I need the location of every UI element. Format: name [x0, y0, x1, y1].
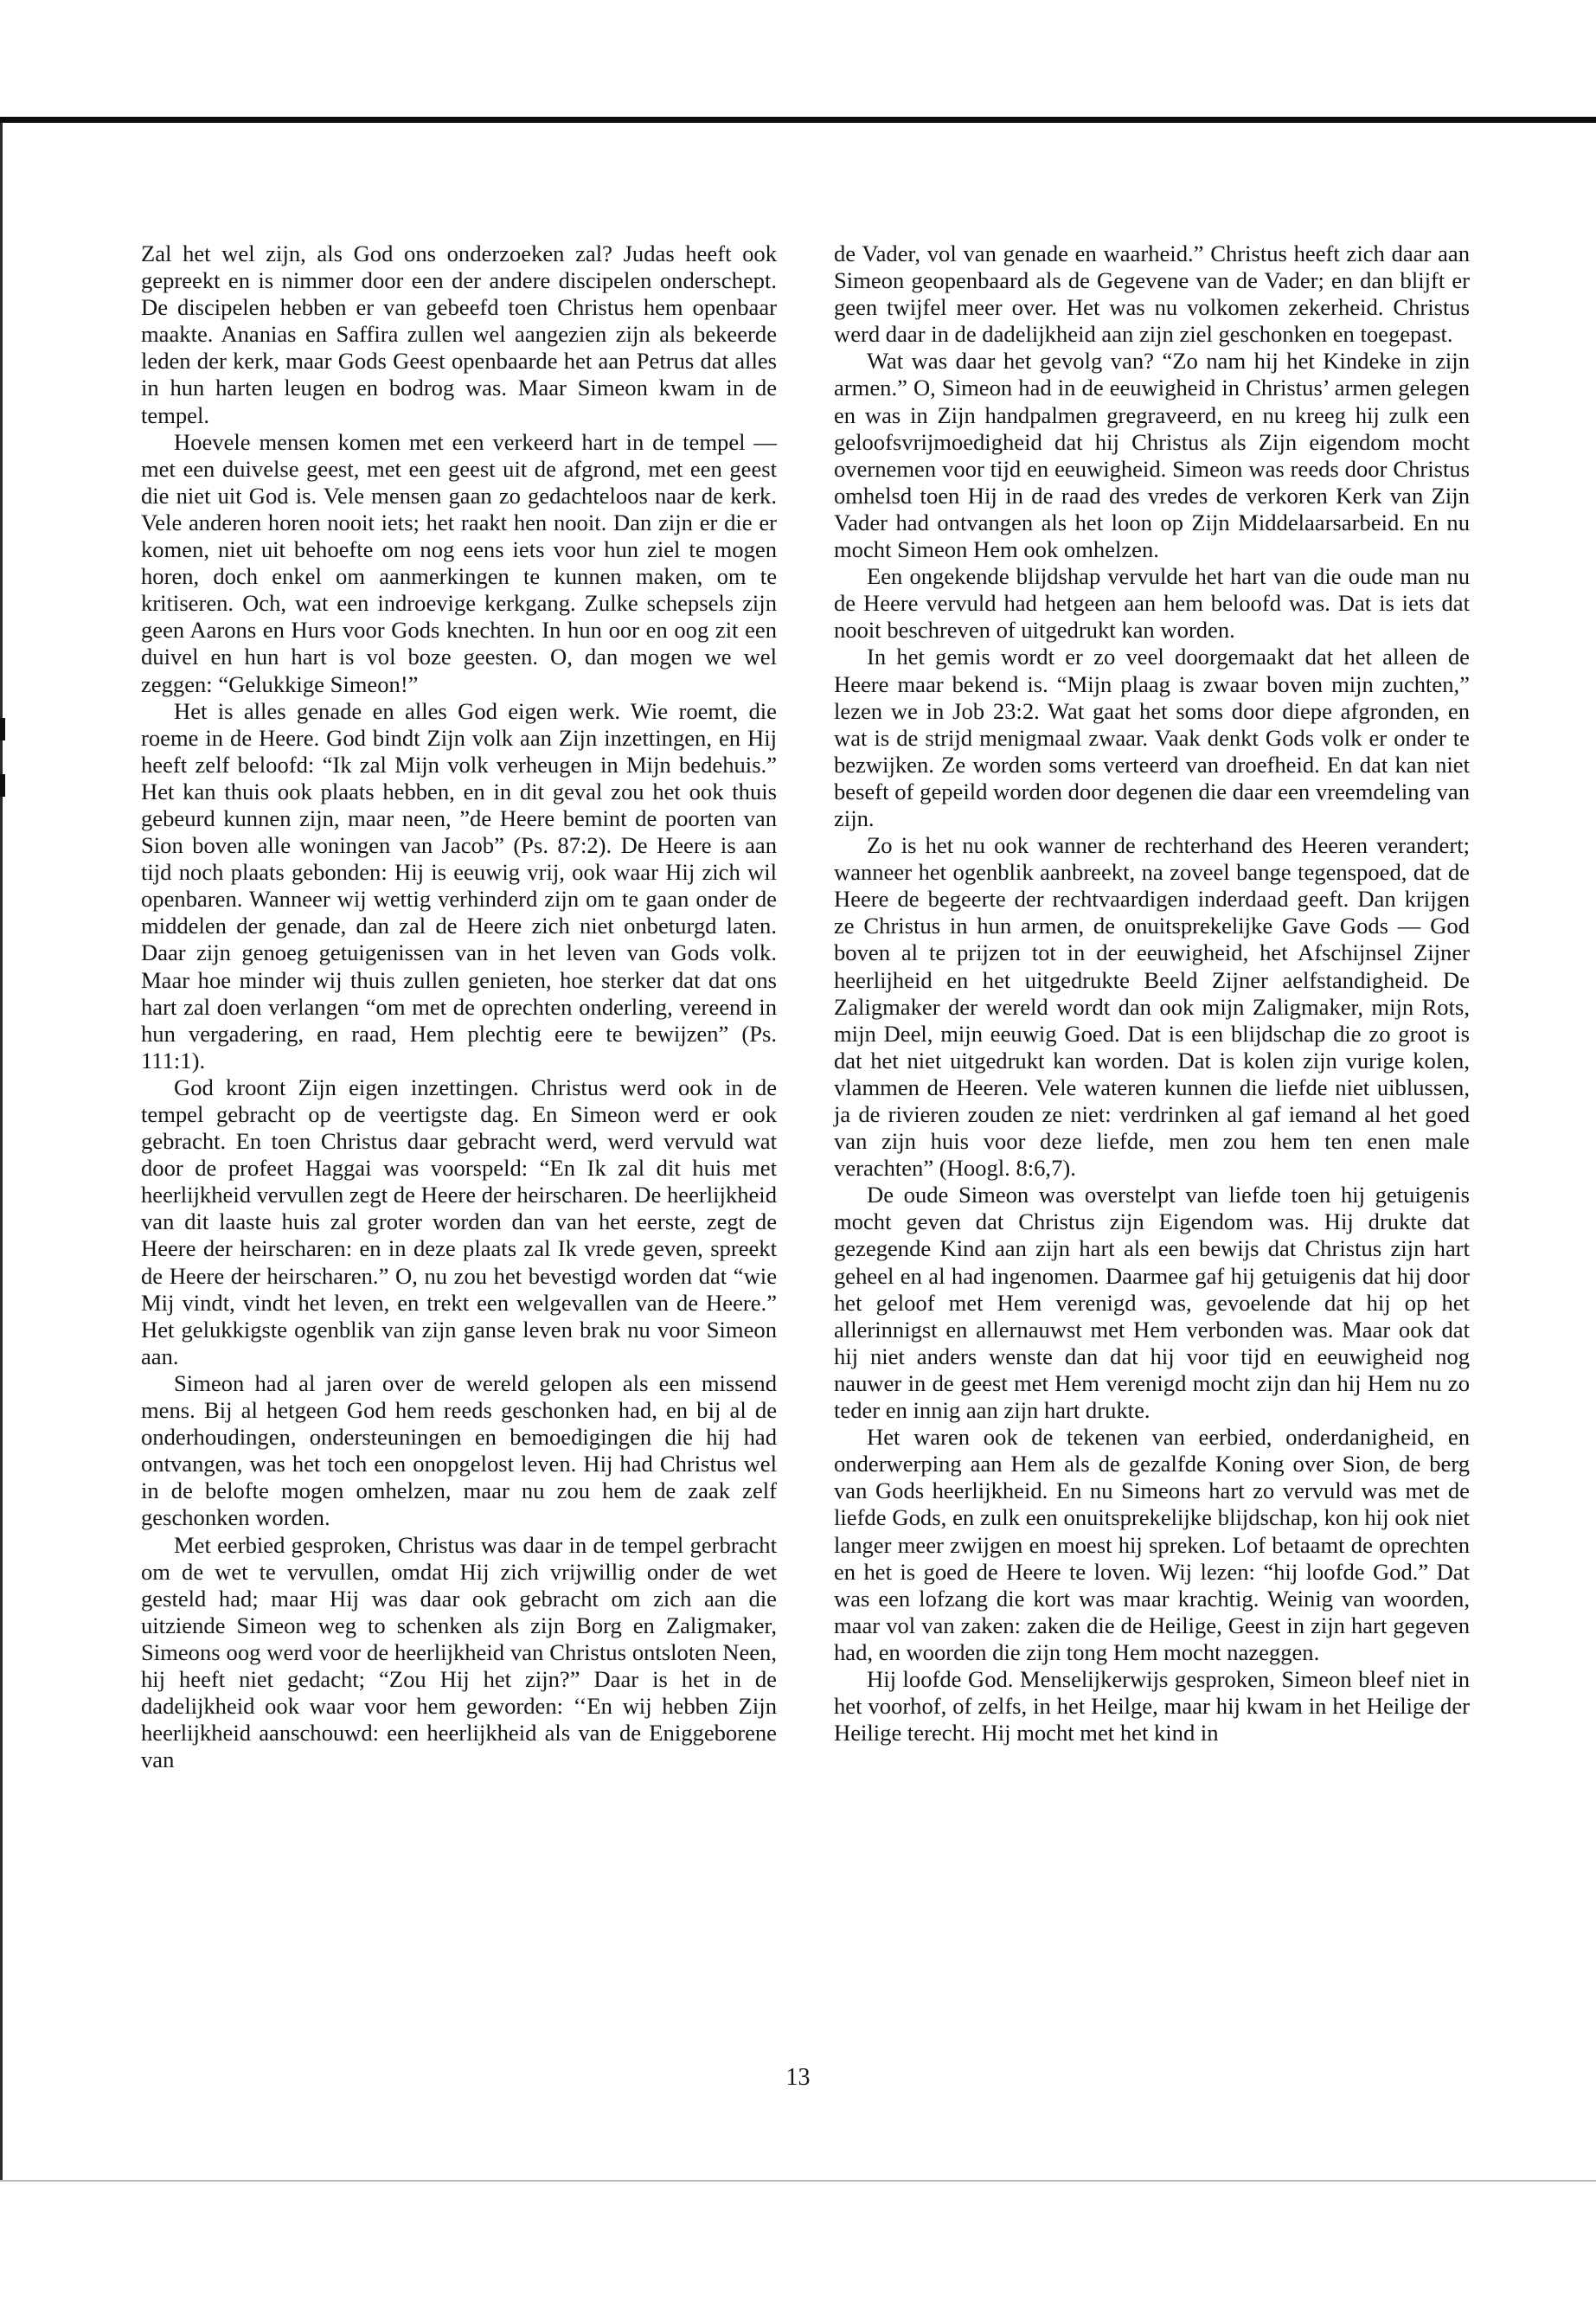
top-scan-border	[0, 117, 1596, 123]
paragraph: de Vader, vol van genade en waarheid.” Christus heeft zich daar aan Simeon geopenbaard als de Gegevene van de Vader; en dan blijft er geen twijfel meer over. Het was nu volkomen zekerheid. Christus werd daar in de dadelijkheid aan zijn ziel geschonken en toegepast.	[834, 240, 1470, 348]
paragraph: God kroont Zijn eigen inzettingen. Christus werd ook in de tempel gebracht op de veertigste dag. En Simeon werd er ook gebracht. En toen Christus daar gebracht werd, werd vervuld wat door de profeet Haggai was voorspeld: “En Ik zal dit huis met heerlijkheid vervullen zegt de Heere der heirscharen. De heerlijkheid van dit laaste huis zal groter worden dan van het eerste, zegt de Heere der heirscharen: en in deze plaats zal Ik vrede geven, spreekt de Heere der heirscharen.” O, nu zou het bevestigd worden dat “wie Mij vindt, vindt het leven, en trekt een welgevallen van de Heere.” Het gelukkigste ogenblik van zijn ganse leven brak nu voor Simeon aan.	[141, 1074, 777, 1369]
right-column	[834, 240, 1470, 1747]
paragraph: Wat was daar het gevolg van? “Zo nam hij het Kindeke in zijn armen.” O, Simeon had in de eeuwigheid in Christus’ armen gelegen en was in Zijn handpalmen gregraveerd, en nu kreeg hij zulk een geloofsvrijmoedigheid dat hij Christus als Zijn eigendom mocht overnemen voor tijd en eeuwigheid. Simeon was reeds door Christus omhelsd toen Hij in de raad des vredes de verkoren Kerk van Zijn Vader had ontvangen als het loon op Zijn Middelaarsarbeid. En nu mocht Simeon Hem ook omhelzen.	[834, 348, 1470, 563]
paragraph: In het gemis wordt er zo veel doorgemaakt dat het alleen de Heere maar bekend is. “Mijn plaag is zwaar boven mijn zuchten,” lezen we in Job 23:2. Wat gaat het soms door diepe afgronden, en wat is de strijd menigmaal zwaar. Vaak denkt Gods volk er onder te bezwijken. Ze worden soms verteerd van droefheid. En dat kan niet beseft of gepeild worden door degenen die daar een vreemdeling van zijn.	[834, 644, 1470, 831]
paragraph: Een ongekende blijdshap vervulde het hart van die oude man nu de Heere vervuld had hetgeen aan hem beloofd was. Dat is iets dat nooit beschreven of uitgedrukt kan worden.	[834, 563, 1470, 644]
left-scan-edge	[0, 123, 3, 2182]
paragraph: Hoevele mensen komen met een verkeerd hart in de tempel — met een duivelse geest, met een geest uit de afgrond, met een geest die niet uit God is. Vele mensen gaan zo gedachteloos naar de kerk. Vele anderen horen nooit iets; het raakt hen nooit. Dan zijn er die er komen, niet uit behoefte om nog eens iets voor hun ziel te mogen horen, doch enkel om aanmerkingen te kunnen maken, om te kritiseren. Och, wat een indroevige kerkgang. Zulke schepsels zijn geen Aarons en Hurs voor Gods knechten. In hun oor en oog zit een duivel en hun hart is vol boze geesten. O, dan mogen we wel zeggen: “Gelukkige Simeon!”	[141, 428, 777, 697]
bottom-scan-border	[0, 2180, 1596, 2182]
left-edge-mark	[0, 718, 5, 740]
left-edge-mark	[0, 774, 5, 797]
paragraph: Het waren ook de tekenen van eerbied, onderdanigheid, en onderwerping aan Hem als de gezalfde Koning over Sion, de berg van Gods heerlijkheid. En nu Simeons hart zo vervuld was met de liefde Gods, en zulk een onuitsprekelijke blijdschap, kon hij ook niet langer meer zwijgen en moest hij spreken. Lof betaamt de oprechten en het is goed de Heere te loven. Wij lezen: “hij loofde God.” Dat was een lofzang die kort was maar krachtig. Weinig van woorden, maar vol van zaken: zaken die de Heilige, Geest in zijn hart gegeven had, en woorden die zijn tong Hem mocht nazeggen.	[834, 1424, 1470, 1665]
paragraph: De oude Simeon was overstelpt van liefde toen hij getuigenis mocht geven dat Christus zijn Eigendom was. Hij drukte dat gezegende Kind aan zijn hart als een bewijs dat Christus zijn hart geheel en al had ingenomen. Daarmee gaf hij getuigenis dat hij door het geloof met Hem verenigd was, gevoelende dat hij op het allerinnigst en allernauwst met Hem verbonden was. Maar ook dat hij niet anders wenste dan dat hij voor tijd en eeuwigheid nog nauwer in de geest met Hem verenigd mocht zijn dan hij Hem nu zo teder en innig aan zijn hart drukte.	[834, 1182, 1470, 1424]
paragraph: Met eerbied gesproken, Christus was daar in de tempel gerbracht om de wet te vervullen, omdat Hij zich vrijwillig onder de wet gesteld had; maar Hij was daar ook gebracht om zich aan die uitziende Simeon weg to schenken als zijn Borg en Zaligmaker, Simeons oog werd voor de heerlijkheid van Christus ontsloten Neen, hij heeft niet gedacht; “Zou Hij het zijn?” Daar is het in de dadelijkheid ook waar voor hem geworden: ‘‘En wij hebben Zijn heerlijkheid aanschouwd: een heerlijkheid als van de Eniggeborene van	[141, 1531, 777, 1773]
paragraph: Het is alles genade en alles God eigen werk. Wie roemt, die roeme in de Heere. God bindt Zijn volk aan Zijn inzettingen, en Hij heeft zelf beloofd: “Ik zal Mijn volk verheugen in Mijn bedehuis.” Het kan thuis ook plaats hebben, en in dit geval zou het ook thuis gebeurd kunnen zijn, maar neen, ”de Heere bemint de poorten van Sion boven alle woningen van Jacob” (Ps. 87:2). De Heere is aan tijd noch plaats gebonden: Hij is eeuwig vrij, ook waar Hij zich wil openbaren. Wanneer wij wettig verhinderd zijn om te gaan onder de middelen der genade, dan zal de Heere zich niet onbeturgd laten. Daar zijn genoeg getuigenissen van in het leven van Gods volk. Maar hoe minder wij thuis zullen genieten, hoe sterker dat dat ons hart zal doen verlangen “om met de oprechten onderling, vereend in hun vergadering, en raad, Hem plechtig eere te bewijzen” (Ps. 111:1).	[141, 697, 777, 1074]
paragraph: Zo is het nu ook wanner de rechterhand des Heeren verandert; wanneer het ogenblik aanbreekt, na zoveel bange tegenspoed, dat de Heere de begeerte der rechtvaardigen inderdaad geeft. Dan krijgen ze Christus in hun armen, de onuitsprekelijke Gave Gods — God boven al te prijzen tot in der eeuwigheid, het Afschijnsel Zijner heerlijheid en het uitgedrukte Beeld Zijner aelfstandigheid. De Zaligmaker der wereld wordt dan ook mijn Zaligmaker, mijn Rots, mijn Deel, mijn eeuwig Goed. Dat is een blijdschap die zo groot is dat het niet uitgedrukt kan worden. Dat is kolen zijn vurige kolen, vlammen de Heeren. Vele wateren kunnen die liefde niet uiblussen, ja de rivieren zouden ze niet: verdrinken al gaf iemand al het goed van zijn huis voor deze liefde, men zou hem ten enen male verachten” (Hoogl. 8:6,7).	[834, 832, 1470, 1182]
paragraph: Hij loofde God. Menselijkerwijs gesproken, Simeon bleef niet in het voorhof, of zelfs, in het Heilge, maar hij kwam in het Heilige der Heilige terecht. Hij mocht met het kind in	[834, 1665, 1470, 1747]
paragraph: Zal het wel zijn, als God ons onderzoeken zal? Judas heeft ook gepreekt en is nimmer door een der andere discipelen onderschept. De discipelen hebben er van gebeefd toen Christus hem openbaar maakte. Ananias en Saffira zullen wel aangezien zijn als bekeerde leden der kerk, maar Gods Geest openbaarde het aan Petrus dat alles in hun harten leugen en bodrog was. Maar Simeon kwam in de tempel.	[141, 240, 777, 428]
paragraph: Simeon had al jaren over de wereld gelopen als een missend mens. Bij al hetgeen God hem reeds geschonken had, en bij al de onderhoudingen, ondersteuningen en bemoedigingen die hij had ontvangen, was het toch een onopgelost leven. Hij had Christus wel in de belofte mogen omhelzen, maar nu zou hem de zaak zelf geschonken worden.	[141, 1369, 777, 1531]
page-number: 13	[785, 2064, 811, 2091]
left-column	[141, 240, 777, 1773]
